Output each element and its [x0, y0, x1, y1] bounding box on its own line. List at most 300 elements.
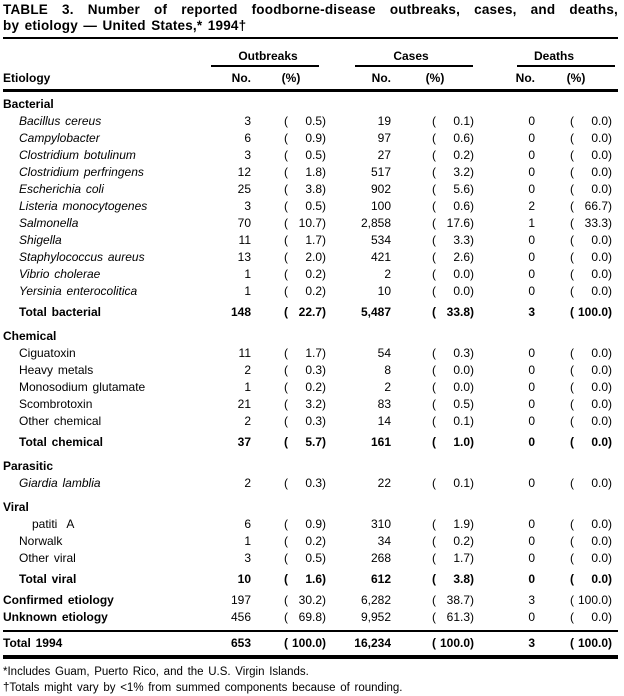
- outbreaks-no: 3: [244, 551, 251, 565]
- deaths-pct-header: (%): [566, 71, 586, 85]
- spacer: [329, 396, 345, 413]
- deaths-no: 0: [528, 476, 535, 490]
- cases-pct: ( 1.7): [432, 551, 474, 565]
- row-label: Clostridium perfringens: [19, 165, 144, 179]
- section-header-row: [3, 458, 618, 475]
- spacer: [477, 571, 493, 588]
- spacer: [329, 198, 345, 215]
- outbreaks-pct: ( 0.9): [284, 517, 326, 531]
- cases-no: 902: [370, 182, 391, 196]
- cases-no: 22: [377, 476, 391, 490]
- spacer: [329, 70, 345, 87]
- outbreaks-no: 2: [244, 414, 251, 428]
- outbreaks-pct: ( 0.5): [284, 114, 326, 128]
- row-label: Confirmed etiology: [3, 593, 114, 607]
- row-label: Heavy metals: [19, 363, 94, 377]
- cases-no: 19: [377, 114, 391, 128]
- spacer: [477, 232, 493, 249]
- spacer: [329, 113, 345, 130]
- row-label: Total viral: [19, 572, 77, 586]
- table-body: [3, 96, 618, 626]
- spacer: [477, 198, 493, 215]
- deaths-group-header: [493, 49, 615, 67]
- table-row: [3, 571, 618, 588]
- outbreaks-no: 1: [244, 284, 251, 298]
- deaths-pct: ( 0.0): [570, 414, 612, 428]
- deaths-no-header: No.: [515, 71, 535, 85]
- column-subheader-row: [3, 70, 618, 87]
- outbreaks-no: 3: [244, 148, 251, 162]
- spacer: [477, 533, 493, 550]
- row-label: Parasitic: [3, 459, 54, 473]
- footnotes: [3, 664, 618, 696]
- row-label: Ciguatoxin: [19, 346, 76, 360]
- deaths-pct: ( 0.0): [570, 148, 612, 162]
- outbreaks-pct: ( 1.6): [284, 572, 326, 586]
- deaths-group-label: Deaths: [533, 49, 574, 63]
- outbreaks-group-underline: [211, 65, 319, 67]
- outbreaks-pct: ( 0.2): [284, 267, 326, 281]
- cases-no: 534: [370, 233, 391, 247]
- outbreaks-no: 3: [244, 199, 251, 213]
- outbreaks-no: 13: [237, 250, 251, 264]
- table-row: [3, 609, 618, 626]
- cases-pct: ( 0.5): [432, 397, 474, 411]
- footnote-dagger: †Totals might vary by <1% from summed components because of rounding.: [3, 682, 403, 694]
- cases-no: 10: [377, 284, 391, 298]
- outbreaks-pct: ( 0.3): [284, 363, 326, 377]
- cases-pct: ( 3.2): [432, 165, 474, 179]
- spacer: [329, 413, 345, 430]
- outbreaks-no: 197: [230, 593, 251, 607]
- outbreaks-group-header: [207, 49, 329, 67]
- deaths-no: 0: [528, 233, 535, 247]
- etiology-column-header: Etiology: [3, 71, 51, 85]
- deaths-no: 0: [528, 363, 535, 377]
- outbreaks-no: 25: [237, 182, 251, 196]
- spacer: [477, 164, 493, 181]
- row-label: Bacterial: [3, 97, 54, 111]
- row-label: Escherichia coli: [19, 182, 104, 196]
- row-label: Total 1994: [3, 636, 63, 650]
- cases-no: 27: [377, 148, 391, 162]
- section-header-row: [3, 96, 618, 113]
- deaths-pct: ( 0.0): [570, 610, 612, 624]
- deaths-pct: ( 0.0): [570, 363, 612, 377]
- outbreaks-pct: ( 1.7): [284, 233, 326, 247]
- deaths-pct: ( 100.0): [570, 636, 612, 650]
- cases-pct: ( 0.3): [432, 346, 474, 360]
- deaths-no: 3: [528, 593, 535, 607]
- spacer: [477, 550, 493, 567]
- deaths-no: 0: [528, 414, 535, 428]
- spacer: [477, 304, 493, 321]
- table-row: [3, 434, 618, 451]
- deaths-pct: ( 0.0): [570, 346, 612, 360]
- outbreaks-pct: ( 0.3): [284, 476, 326, 490]
- cases-no: 16,234: [354, 636, 391, 650]
- column-group-header-row: [3, 49, 618, 67]
- deaths-no: 1: [528, 216, 535, 230]
- spacer: [477, 413, 493, 430]
- cases-pct: ( 0.1): [432, 114, 474, 128]
- table-row: [3, 266, 618, 283]
- spacer: [477, 181, 493, 198]
- deaths-pct: ( 0.0): [570, 517, 612, 531]
- deaths-no: 0: [528, 148, 535, 162]
- outbreaks-pct: ( 69.8): [284, 610, 326, 624]
- outbreaks-pct: ( 10.7): [284, 216, 326, 230]
- spacer: [477, 592, 493, 609]
- spacer: [329, 571, 345, 588]
- row-label: Vibrio cholerae: [19, 267, 101, 281]
- outbreaks-no: 10: [237, 572, 251, 586]
- row-label: Clostridium botulinum: [19, 148, 136, 162]
- spacer: [329, 379, 345, 396]
- deaths-pct: ( 0.0): [570, 476, 612, 490]
- row-label: Campylobacter: [19, 131, 100, 145]
- row-label: Staphylococcus aureus: [19, 250, 145, 264]
- outbreaks-pct: ( 22.7): [284, 305, 326, 319]
- spacer: [329, 550, 345, 567]
- cases-no: 517: [370, 165, 391, 179]
- deaths-no: 0: [528, 346, 535, 360]
- outbreaks-pct: ( 0.9): [284, 131, 326, 145]
- deaths-pct: ( 0.0): [570, 572, 612, 586]
- outbreaks-no: 2: [244, 363, 251, 377]
- outbreaks-no: 2: [244, 476, 251, 490]
- cases-pct: ( 0.1): [432, 476, 474, 490]
- outbreaks-pct: ( 3.8): [284, 182, 326, 196]
- spacer: [477, 516, 493, 533]
- deaths-no: 3: [528, 636, 535, 650]
- spacer: [329, 164, 345, 181]
- cases-no: 9,952: [360, 610, 391, 624]
- cases-pct: ( 0.6): [432, 199, 474, 213]
- deaths-pct: ( 0.0): [570, 397, 612, 411]
- deaths-no: 0: [528, 534, 535, 548]
- deaths-no: 0: [528, 435, 535, 449]
- spacer: [329, 181, 345, 198]
- deaths-no: 0: [528, 250, 535, 264]
- spacer: [329, 592, 345, 609]
- deaths-pct: ( 100.0): [570, 305, 612, 319]
- row-label: Norwalk: [19, 534, 63, 548]
- cases-no: 2,858: [360, 216, 391, 230]
- cases-pct: ( 33.8): [432, 305, 474, 319]
- row-label: Monosodium glutamate: [19, 380, 146, 394]
- deaths-no: 0: [528, 517, 535, 531]
- spacer: [329, 147, 345, 164]
- outbreaks-no: 12: [237, 165, 251, 179]
- table-row: [3, 304, 618, 321]
- deaths-no: 0: [528, 551, 535, 565]
- outbreaks-no: 1: [244, 267, 251, 281]
- cases-no: 5,487: [360, 305, 391, 319]
- outbreaks-pct: ( 0.2): [284, 380, 326, 394]
- cases-pct: ( 3.3): [432, 233, 474, 247]
- outbreaks-no: 1: [244, 380, 251, 394]
- outbreaks-no: 148: [230, 305, 251, 319]
- deaths-pct: ( 0.0): [570, 435, 612, 449]
- spacer: [477, 475, 493, 492]
- table-title-line2: by etiology — United States,* 1994†: [3, 18, 247, 33]
- deaths-pct: ( 0.0): [570, 233, 612, 247]
- cases-group-header: [345, 49, 477, 67]
- cases-pct: ( 100.0): [432, 636, 474, 650]
- deaths-no: 0: [528, 182, 535, 196]
- outbreaks-pct: ( 30.2): [284, 593, 326, 607]
- spacer: [329, 232, 345, 249]
- spacer: [477, 379, 493, 396]
- spacer: [477, 396, 493, 413]
- table-row: [3, 164, 618, 181]
- cases-pct: ( 2.6): [432, 250, 474, 264]
- outbreaks-no: 1: [244, 534, 251, 548]
- cases-group-underline: [355, 65, 473, 67]
- table-row: [3, 130, 618, 147]
- row-label: Listeria monocytogenes: [19, 199, 148, 213]
- spacer: [477, 434, 493, 451]
- outbreaks-no: 11: [238, 346, 251, 360]
- spacer: [329, 475, 345, 492]
- row-label: Shigella: [19, 233, 62, 247]
- row-label: Other chemical: [19, 414, 102, 428]
- cases-pct: ( 1.9): [432, 517, 474, 531]
- row-label: Total chemical: [19, 435, 103, 449]
- outbreaks-no: 21: [237, 397, 251, 411]
- section-header-row: [3, 328, 618, 345]
- deaths-pct: ( 0.0): [570, 114, 612, 128]
- cases-no: 83: [377, 397, 391, 411]
- cases-no: 161: [370, 435, 391, 449]
- deaths-no: 0: [528, 165, 535, 179]
- cases-no: 54: [377, 346, 391, 360]
- row-label: Bacillus cereus: [19, 114, 102, 128]
- spacer: [477, 345, 493, 362]
- spacer: [329, 266, 345, 283]
- spacer: [329, 130, 345, 147]
- outbreaks-no: 456: [230, 610, 251, 624]
- deaths-no: 3: [528, 305, 535, 319]
- spacer: [477, 249, 493, 266]
- cases-pct: ( 61.3): [432, 610, 474, 624]
- deaths-no: 0: [528, 284, 535, 298]
- spacer: [477, 609, 493, 626]
- cases-no: 6,282: [360, 593, 391, 607]
- outbreaks-pct: ( 5.7): [284, 435, 326, 449]
- deaths-pct: ( 0.0): [570, 534, 612, 548]
- cases-pct: ( 3.8): [432, 572, 474, 586]
- table-row: [3, 592, 618, 609]
- spacer: [329, 249, 345, 266]
- cases-pct-header: (%): [425, 71, 445, 85]
- table-row: [3, 396, 618, 413]
- table-row: [3, 516, 618, 533]
- outbreaks-pct: ( 0.5): [284, 199, 326, 213]
- deaths-pct: ( 0.0): [570, 182, 612, 196]
- outbreaks-pct: ( 0.3): [284, 414, 326, 428]
- outbreaks-no: 37: [237, 435, 251, 449]
- cases-no-header: No.: [371, 71, 391, 85]
- outbreaks-pct: ( 100.0): [284, 636, 326, 650]
- spacer: [477, 130, 493, 147]
- outbreaks-pct: ( 0.5): [284, 551, 326, 565]
- table-row: [3, 283, 618, 300]
- table-row: [3, 215, 618, 232]
- cases-no: 14: [377, 414, 391, 428]
- deaths-no: 0: [528, 380, 535, 394]
- row-label: Unknown etiology: [3, 610, 108, 624]
- table-row: [3, 550, 618, 567]
- title-rule: [3, 37, 618, 39]
- deaths-group-underline: [517, 65, 615, 67]
- spacer: [329, 533, 345, 550]
- cases-pct: ( 5.6): [432, 182, 474, 196]
- spacer: [477, 215, 493, 232]
- row-label: Salmonella: [19, 216, 79, 230]
- row-label: Yersinia enterocolitica: [19, 284, 138, 298]
- deaths-pct: ( 66.7): [570, 199, 612, 213]
- table-row: [3, 181, 618, 198]
- table-row: [3, 475, 618, 492]
- deaths-pct: ( 0.0): [570, 250, 612, 264]
- table-row: [3, 232, 618, 249]
- table-row: [3, 249, 618, 266]
- deaths-pct: ( 0.0): [570, 551, 612, 565]
- table-title: [3, 2, 618, 34]
- table-title-line1: TABLE 3. Number of reported foodborne-disease outbreaks, cases, and deaths,: [3, 2, 618, 17]
- section-header-row: [3, 499, 618, 516]
- deaths-pct: ( 0.0): [570, 380, 612, 394]
- outbreaks-pct: ( 1.7): [284, 346, 326, 360]
- outbreaks-no: 70: [237, 216, 251, 230]
- row-label: Chemical: [3, 329, 57, 343]
- cases-no: 97: [377, 131, 391, 145]
- spacer: [477, 266, 493, 283]
- deaths-no: 0: [528, 114, 535, 128]
- table-row: [3, 147, 618, 164]
- cases-pct: ( 17.6): [432, 216, 474, 230]
- outbreaks-pct: ( 3.2): [284, 397, 326, 411]
- spacer: [329, 609, 345, 626]
- cases-pct: ( 0.0): [432, 363, 474, 377]
- spacer: [329, 304, 345, 321]
- cases-pct: ( 0.0): [432, 267, 474, 281]
- outbreaks-group-label: Outbreaks: [238, 49, 298, 63]
- deaths-no: 0: [528, 397, 535, 411]
- spacer: [477, 113, 493, 130]
- spacer: [477, 362, 493, 379]
- deaths-no: 0: [528, 267, 535, 281]
- cases-pct: ( 0.0): [432, 284, 474, 298]
- deaths-no: 0: [528, 572, 535, 586]
- deaths-pct: ( 0.0): [570, 267, 612, 281]
- cases-pct: ( 0.2): [432, 534, 474, 548]
- table-row: [3, 198, 618, 215]
- cases-no: 100: [370, 199, 391, 213]
- cases-group-label: Cases: [393, 49, 429, 63]
- deaths-pct: ( 0.0): [570, 165, 612, 179]
- row-label: Viral: [3, 500, 29, 514]
- deaths-no: 0: [528, 610, 535, 624]
- deaths-pct: ( 100.0): [570, 593, 612, 607]
- cases-no: 8: [384, 363, 391, 377]
- outbreaks-pct-header: (%): [281, 71, 301, 85]
- deaths-pct: ( 33.3): [570, 216, 612, 230]
- spacer: [477, 70, 493, 87]
- row-label: Giardia lamblia: [19, 476, 101, 490]
- row-label: Scombrotoxin: [19, 397, 93, 411]
- spacer: [329, 635, 345, 652]
- table-row: [3, 413, 618, 430]
- table-row: [3, 533, 618, 550]
- cases-no: 421: [370, 250, 391, 264]
- spacer: [329, 345, 345, 362]
- footnote-asterisk: *Includes Guam, Puerto Rico, and the U.S. Virgin Islands.: [3, 666, 309, 678]
- table-row: [3, 362, 618, 379]
- spacer: [329, 215, 345, 232]
- outbreaks-no: 653: [230, 636, 251, 650]
- spacer: [477, 635, 493, 652]
- table-row: [3, 113, 618, 130]
- deaths-pct: ( 0.0): [570, 284, 612, 298]
- outbreaks-no: 11: [238, 233, 251, 247]
- table-bottom-rule: [3, 655, 618, 659]
- cases-pct: ( 38.7): [432, 593, 474, 607]
- cases-pct: ( 0.2): [432, 148, 474, 162]
- outbreaks-pct: ( 0.5): [284, 148, 326, 162]
- row-label: Other viral: [19, 551, 76, 565]
- table-row: [3, 379, 618, 396]
- rule-above-grand-total: [3, 630, 618, 632]
- cases-no: 34: [377, 534, 391, 548]
- cases-no: 2: [384, 380, 391, 394]
- outbreaks-no: 3: [244, 114, 251, 128]
- grand-total-section: [3, 635, 618, 652]
- outbreaks-no: 6: [244, 517, 251, 531]
- cases-pct: ( 0.6): [432, 131, 474, 145]
- spacer: [329, 283, 345, 300]
- row-label: Total bacterial: [19, 305, 101, 319]
- cases-no: 310: [370, 517, 391, 531]
- spacer: [329, 516, 345, 533]
- table-row: [3, 635, 618, 652]
- header-bottom-rule: [3, 89, 618, 92]
- deaths-pct: ( 0.0): [570, 131, 612, 145]
- deaths-no: 2: [528, 199, 535, 213]
- outbreaks-pct: ( 0.2): [284, 284, 326, 298]
- cases-no: 2: [384, 267, 391, 281]
- outbreaks-no: 6: [244, 131, 251, 145]
- cases-pct: ( 0.1): [432, 414, 474, 428]
- row-label: patiti A: [32, 517, 75, 531]
- outbreaks-pct: ( 0.2): [284, 534, 326, 548]
- cases-pct: ( 0.0): [432, 380, 474, 394]
- deaths-no: 0: [528, 131, 535, 145]
- spacer: [477, 147, 493, 164]
- spacer: [477, 283, 493, 300]
- spacer: [329, 434, 345, 451]
- cases-pct: ( 1.0): [432, 435, 474, 449]
- outbreaks-no-header: No.: [231, 71, 251, 85]
- cases-no: 612: [370, 572, 391, 586]
- outbreaks-pct: ( 2.0): [284, 250, 326, 264]
- table-row: [3, 345, 618, 362]
- cases-no: 268: [370, 551, 391, 565]
- outbreaks-pct: ( 1.8): [284, 165, 326, 179]
- spacer: [329, 362, 345, 379]
